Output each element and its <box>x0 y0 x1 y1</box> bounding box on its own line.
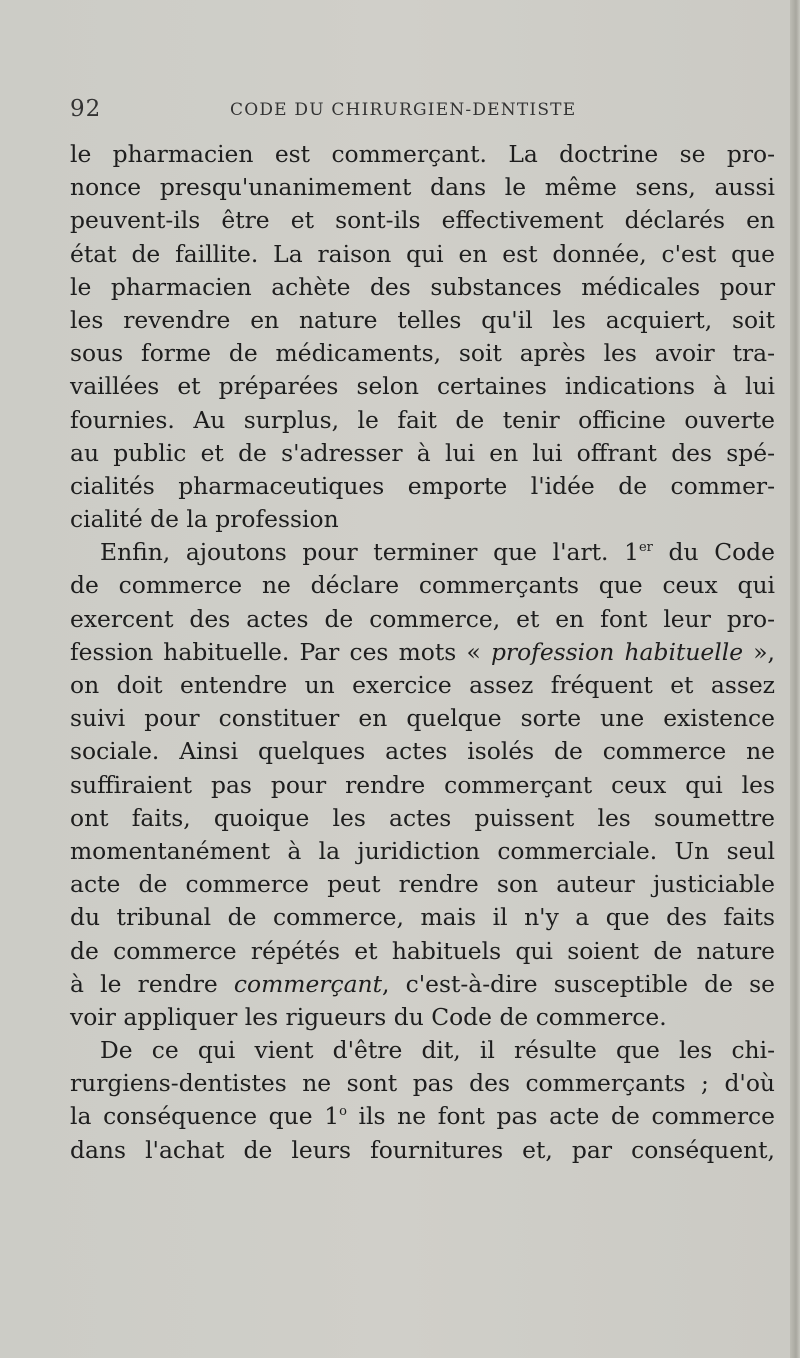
text-line: rurgiens-dentistes ne sont pas des commerçants ; d'où <box>70 1069 775 1098</box>
text-line: cialités pharmaceutiques emporte l'idée de commer- <box>70 471 775 500</box>
text-line: suffiraient pas pour rendre commerçant ceux qui les <box>70 770 775 799</box>
text-span: la conséquence que 1 <box>70 1102 340 1131</box>
text-line: fournies. Au surplus, le fait de tenir officine ouverte <box>70 405 775 434</box>
page-number: 92 <box>70 96 102 122</box>
text-line: exercent des actes de commerce, et en font leur pro- <box>70 604 775 633</box>
text-line: sociale. Ainsi quelques actes isolés de commerce ne <box>70 737 775 766</box>
running-head: CODE DU CHIRURGIEN-DENTISTE <box>230 100 577 120</box>
text-line: suivi pour constituer en quelque sorte une existence <box>70 704 775 733</box>
text-line: dans l'achat de leurs fournitures et, par conséquent, <box>70 1135 775 1164</box>
text-span: à le rendre <box>70 969 234 998</box>
text-line: le pharmacien achète des substances médicales pour <box>70 272 775 301</box>
text-span: , c'est-à-dire susceptible de se <box>381 969 775 998</box>
text-span: fession habituelle. Par ces mots « <box>70 637 491 666</box>
text-line: du tribunal de commerce, mais il n'y a que des faits <box>70 903 775 932</box>
text-line: le pharmacien est commerçant. La doctrine se pro- <box>70 140 775 168</box>
text-line: peuvent-ils être et sont-ils effectivement déclarés en <box>70 206 775 235</box>
text-span: Enfin, ajoutons pour terminer que l'art. 1 <box>100 538 639 567</box>
text-line: cialité de la profession <box>70 505 339 534</box>
body-text <box>70 138 775 1167</box>
text-line: nonce presqu'unanimement dans le même sens, aussi <box>70 173 775 202</box>
text-line: les revendre en nature telles qu'il les acquiert, soit <box>70 305 775 334</box>
superscript: o <box>339 1104 347 1120</box>
page-header <box>70 96 770 130</box>
text-line <box>70 968 775 1001</box>
text-line: ont faits, quoique les actes puissent les soumettre <box>70 803 775 832</box>
text-span: », <box>743 637 775 666</box>
italic-text: commerçant <box>233 969 382 998</box>
text-line: de commerce ne déclare commerçants que ceux qui <box>70 571 775 600</box>
text-line: on doit entendre un exercice assez fréquent et assez <box>70 671 775 699</box>
text-line: au public et de s'adresser à lui en lui offrant des spé- <box>70 438 775 467</box>
text-line: vaillées et préparées selon certaines indications à lui <box>70 372 775 401</box>
superscript: er <box>638 540 653 556</box>
italic-text: profession habituelle <box>490 637 744 666</box>
text-line: momentanément à la juridiction commerciale. Un seul <box>70 836 775 865</box>
text-line: état de faillite. La raison qui en est donnée, c'est que <box>70 239 775 268</box>
text-span: ils ne font pas acte de commerce <box>346 1102 775 1131</box>
text-line: de commerce répétés et habituels qui soient de nature <box>70 936 775 965</box>
text-line: voir appliquer les rigueurs du Code de commerce. <box>70 1002 667 1031</box>
text-line <box>70 636 775 669</box>
text-line: acte de commerce peut rendre son auteur justiciable <box>70 870 775 899</box>
text-line <box>70 1100 775 1133</box>
text-line <box>70 536 775 569</box>
page-edge <box>790 0 800 1358</box>
text-line: sous forme de médicaments, soit après les avoir tra- <box>70 339 775 368</box>
text-span: du Code <box>652 538 775 567</box>
text-line: De ce qui vient d'être dit, il résulte que les chi- <box>100 1036 775 1065</box>
